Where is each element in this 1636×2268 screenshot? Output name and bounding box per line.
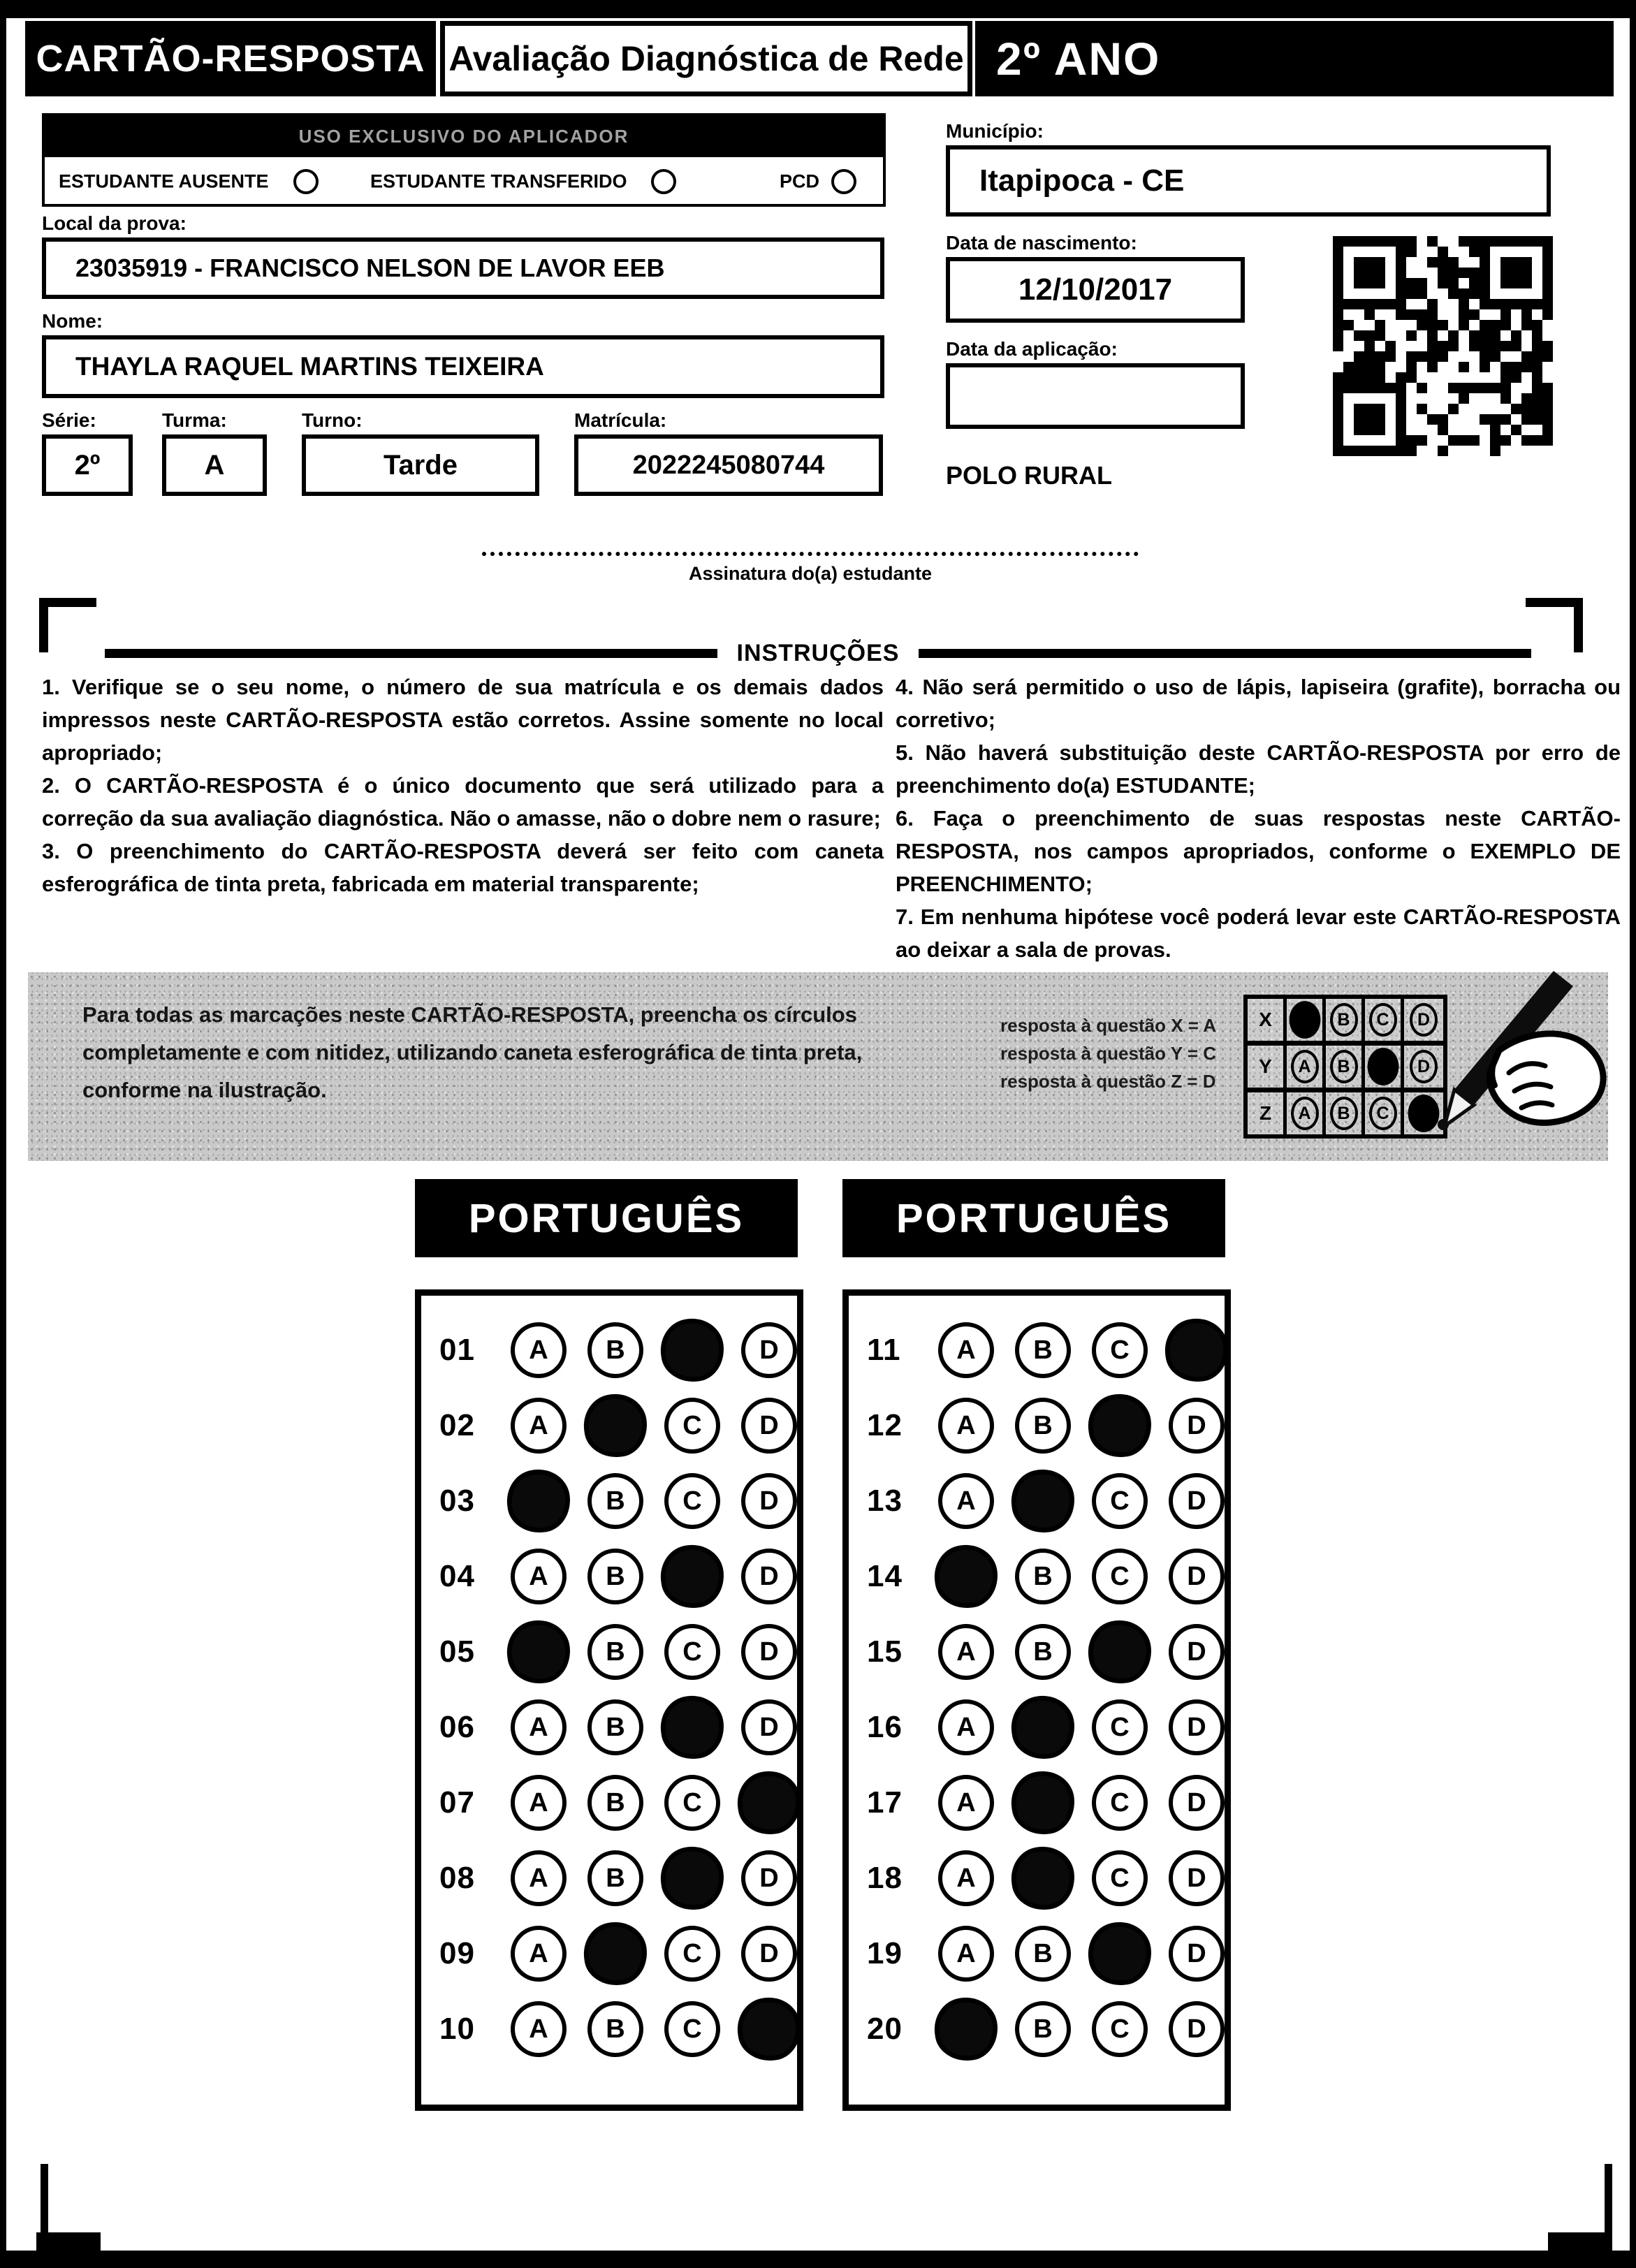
question-number: 15	[867, 1634, 903, 1669]
legend-line: resposta à questão Y = C	[1000, 1043, 1217, 1064]
answer-row	[421, 1388, 797, 1463]
answer-bubble[interactable]: C	[1092, 1699, 1148, 1755]
example-row-label: Z	[1248, 1092, 1287, 1134]
answer-row	[849, 1312, 1225, 1388]
corner-mark-bottom-left	[36, 2232, 101, 2262]
exam-site-label: Local da prova:	[42, 212, 187, 234]
question-number: 07	[439, 1785, 475, 1820]
question-number: 10	[439, 2012, 475, 2046]
corner-mark-top-left	[39, 598, 48, 652]
question-number: 20	[867, 2012, 903, 2046]
answer-row	[421, 1916, 797, 1991]
answer-bubble[interactable]: C	[664, 2001, 720, 2057]
answer-bubble-marked[interactable]	[657, 1542, 728, 1612]
application-date-label: Data da aplicação:	[946, 338, 1118, 360]
corner-mark-top-right	[1574, 598, 1583, 652]
example-cell	[1326, 1046, 1365, 1088]
answer-grid-1	[415, 1289, 803, 2111]
answer-bubble-marked[interactable]	[657, 1843, 728, 1914]
answer-bubble[interactable]: C	[1092, 1775, 1148, 1831]
example-bubble: B	[1330, 1050, 1358, 1083]
answer-bubble[interactable]: C	[664, 1775, 720, 1831]
section-title-portugues-1: PORTUGUÊS	[415, 1179, 798, 1257]
qr-code	[1327, 231, 1559, 462]
answer-bubble[interactable]: C	[1092, 1322, 1148, 1378]
application-date-value	[946, 363, 1245, 429]
answer-row	[849, 1388, 1225, 1463]
answer-bubble-marked[interactable]	[1085, 1919, 1155, 1989]
answer-bubble[interactable]: B	[1015, 2001, 1071, 2057]
answer-row	[849, 1991, 1225, 2067]
answer-bubble-marked[interactable]	[1008, 1466, 1079, 1537]
answer-bubble[interactable]: C	[1092, 2001, 1148, 2057]
question-number: 14	[867, 1559, 903, 1593]
answer-bubble[interactable]: D	[1169, 1775, 1225, 1831]
example-cell	[1287, 999, 1326, 1041]
question-number: 11	[867, 1333, 901, 1367]
enrollment-value: 2022245080744	[574, 434, 883, 496]
answer-bubble[interactable]: C	[664, 1473, 720, 1529]
answer-row	[421, 1463, 797, 1539]
grade-value: 2º	[42, 434, 133, 496]
answer-bubble-marked[interactable]	[734, 1768, 805, 1838]
answer-bubble[interactable]: B	[1015, 1322, 1071, 1378]
answer-bubble[interactable]: B	[587, 1549, 643, 1604]
answer-bubble-marked[interactable]	[1008, 1843, 1079, 1914]
answer-bubble[interactable]: B	[587, 1850, 643, 1906]
answer-row	[421, 1765, 797, 1841]
answer-row	[849, 1539, 1225, 1614]
answer-row	[849, 1765, 1225, 1841]
answer-bubble[interactable]: D	[741, 1624, 797, 1680]
answer-bubble-marked[interactable]	[1085, 1617, 1155, 1688]
answer-bubble[interactable]: C	[1092, 1850, 1148, 1906]
answer-bubble[interactable]: D	[1169, 1473, 1225, 1529]
answer-bubble[interactable]: A	[938, 1624, 994, 1680]
answer-bubble[interactable]: D	[1169, 1699, 1225, 1755]
example-bubble-marked	[1289, 1001, 1320, 1039]
fill-example-text: Para todas as marcações neste CARTÃO-RESPOSTA, preencha os círculos completamente e com nitidez, utilizando caneta esferográfica de tinta preta, conforme na ilustração.	[82, 1002, 863, 1102]
answer-bubble[interactable]: D	[1169, 1398, 1225, 1454]
answer-row	[849, 1463, 1225, 1539]
question-number: 16	[867, 1710, 903, 1744]
question-number: 04	[439, 1559, 475, 1593]
answer-bubble[interactable]: A	[511, 1926, 567, 1982]
example-bubble: B	[1330, 1097, 1358, 1130]
fill-example-box	[28, 972, 1608, 1161]
legend-line: resposta à questão X = A	[1000, 1015, 1216, 1036]
example-cell	[1326, 1092, 1365, 1134]
instructions-title: INSTRUÇÕES	[736, 640, 900, 666]
page-frame-bottom	[0, 2251, 1636, 2268]
card-title: CARTÃO-RESPOSTA	[25, 21, 436, 96]
grade-badge: 2º ANO	[975, 21, 1614, 96]
question-number: 18	[867, 1861, 903, 1895]
example-bubble: A	[1291, 1097, 1319, 1130]
answer-bubble[interactable]: D	[741, 1926, 797, 1982]
student-name-label: Nome:	[42, 310, 103, 332]
answer-bubble[interactable]: A	[511, 1549, 567, 1604]
answer-bubble[interactable]: D	[741, 1473, 797, 1529]
answer-row	[421, 1690, 797, 1765]
municipality-label: Município:	[946, 120, 1044, 142]
question-number: 06	[439, 1710, 475, 1744]
example-bubble: D	[1410, 1050, 1438, 1083]
student-name-value: THAYLA RAQUEL MARTINS TEIXEIRA	[42, 335, 884, 398]
question-number: 09	[439, 1936, 475, 1970]
answer-bubble[interactable]: D	[741, 1699, 797, 1755]
signature-label: Assinatura do(a) estudante	[688, 563, 933, 584]
corner-mark-bottom-left	[41, 2164, 48, 2237]
answer-grid-2	[842, 1289, 1231, 2111]
answer-bubble-marked[interactable]	[1008, 1692, 1079, 1763]
enrollment-label: Matrícula:	[574, 409, 667, 431]
answer-bubble[interactable]: B	[587, 1473, 643, 1529]
instruction-item: 7. Em nenhuma hipótese você poderá levar este CARTÃO-RESPOSTA ao deixar a sala de provas.	[896, 905, 1621, 962]
exam-site-value: 23035919 - FRANCISCO NELSON DE LAVOR EEB	[42, 237, 884, 299]
answer-bubble[interactable]: A	[511, 1398, 567, 1454]
answer-row	[421, 1539, 797, 1614]
answer-bubble[interactable]: D	[741, 1398, 797, 1454]
answer-bubble[interactable]: B	[587, 1699, 643, 1755]
answer-bubble[interactable]: A	[511, 1850, 567, 1906]
example-row-label: Y	[1248, 1046, 1287, 1088]
status-pcd-label: PCD	[780, 170, 820, 192]
answer-bubble[interactable]: A	[511, 1775, 567, 1831]
answer-bubble[interactable]: B	[1015, 1549, 1071, 1604]
answer-bubble[interactable]: B	[587, 2001, 643, 2057]
example-row-label: X	[1248, 999, 1287, 1041]
section-title-portugues-2: PORTUGUÊS	[842, 1179, 1225, 1257]
instruction-item: 2. O CARTÃO-RESPOSTA é o único documento que será utilizado para a correção da sua avaliação diagnóstica. Não o amasse, não o dobre nem o rasure;	[42, 773, 884, 831]
answer-bubble[interactable]: C	[664, 1926, 720, 1982]
question-number: 05	[439, 1634, 475, 1669]
corner-mark-bottom-right	[1605, 2164, 1612, 2237]
answer-bubble[interactable]: A	[938, 1850, 994, 1906]
answer-bubble[interactable]: D	[1169, 1624, 1225, 1680]
question-number: 02	[439, 1408, 475, 1442]
question-number: 08	[439, 1861, 475, 1895]
question-number: 03	[439, 1484, 475, 1518]
answer-bubble[interactable]: B	[1015, 1926, 1071, 1982]
answer-bubble-marked[interactable]	[580, 1919, 651, 1989]
answer-bubble-marked[interactable]	[1162, 1315, 1232, 1386]
instructions-left-column	[42, 671, 884, 900]
answer-bubble[interactable]: A	[938, 1775, 994, 1831]
answer-bubble[interactable]: D	[1169, 1926, 1225, 1982]
legend-line: resposta à questão Z = D	[1000, 1071, 1216, 1092]
answer-bubble[interactable]: A	[511, 1699, 567, 1755]
answer-bubble[interactable]: A	[938, 1699, 994, 1755]
answer-bubble[interactable]: A	[938, 1398, 994, 1454]
student-status-row	[45, 158, 883, 205]
page-frame-right	[1630, 0, 1636, 2268]
instructions-right-column	[896, 671, 1621, 966]
status-transferred-bubble[interactable]	[651, 169, 676, 194]
example-cell	[1287, 1092, 1326, 1134]
question-number: 13	[867, 1484, 903, 1518]
answer-row	[421, 1614, 797, 1690]
signature-line[interactable]	[482, 552, 1139, 556]
status-transferred-label: ESTUDANTE TRANSFERIDO	[370, 170, 627, 192]
answer-row	[421, 1841, 797, 1916]
answer-bubble-marked[interactable]	[504, 1466, 574, 1537]
birthdate-value: 12/10/2017	[946, 257, 1245, 323]
example-bubble: D	[1410, 1003, 1438, 1037]
class-label: Turma:	[162, 409, 227, 431]
polo-rural-label: POLO RURAL	[946, 461, 1112, 490]
answer-bubble[interactable]: B	[587, 1624, 643, 1680]
example-bubble: C	[1369, 1097, 1397, 1130]
birthdate-label: Data de nascimento:	[946, 232, 1137, 254]
answer-row	[849, 1690, 1225, 1765]
class-value: A	[162, 434, 267, 496]
status-absent-label: ESTUDANTE AUSENTE	[59, 170, 269, 192]
answer-row	[421, 1312, 797, 1388]
answer-bubble[interactable]: B	[587, 1775, 643, 1831]
page-frame-top	[0, 0, 1636, 18]
status-absent-bubble[interactable]	[293, 169, 319, 194]
question-number: 01	[439, 1333, 475, 1367]
page-frame-left	[0, 0, 6, 2268]
question-number: 19	[867, 1936, 903, 1970]
answer-bubble[interactable]: C	[664, 1398, 720, 1454]
answer-bubble-marked[interactable]	[504, 1617, 574, 1688]
answer-bubble[interactable]: B	[1015, 1624, 1071, 1680]
answer-bubble[interactable]: B	[587, 1322, 643, 1378]
shift-value: Tarde	[302, 434, 539, 496]
answer-row	[421, 1991, 797, 2067]
answer-bubble-marked[interactable]	[657, 1692, 728, 1763]
answer-bubble[interactable]: A	[511, 1322, 567, 1378]
instruction-item: 4. Não será permitido o uso de lápis, lapiseira (grafite), borracha ou corretivo;	[896, 675, 1621, 732]
answer-bubble[interactable]: C	[1092, 1549, 1148, 1604]
example-bubble: A	[1291, 1050, 1319, 1083]
instructions-header	[105, 640, 1531, 667]
answer-bubble-marked[interactable]	[1085, 1391, 1155, 1461]
example-cell	[1287, 1046, 1326, 1088]
answer-bubble[interactable]: D	[741, 1850, 797, 1906]
answer-bubble[interactable]: D	[741, 1549, 797, 1604]
exam-title: Avaliação Diagnóstica de Rede	[440, 21, 972, 96]
answer-bubble-marked[interactable]	[931, 1542, 1002, 1612]
municipality-value: Itapipoca - CE	[946, 145, 1551, 217]
answer-bubble[interactable]: D	[1169, 1549, 1225, 1604]
instruction-item: 6. Faça o preenchimento de suas respostas neste CARTÃO-RESPOSTA, nos campos apropriados, conforme o EXEMPLO DE PREENCHIMENTO;	[896, 806, 1621, 896]
instruction-item: 1. Verifique se o seu nome, o número de sua matrícula e os demais dados impressos neste CARTÃO-RESPOSTA estão corretos. Assine somente no local apropriado;	[42, 675, 884, 765]
answer-bubble[interactable]: D	[1169, 1850, 1225, 1906]
answer-bubble-marked[interactable]	[657, 1315, 728, 1386]
answer-bubble[interactable]: A	[511, 2001, 567, 2057]
hand-pen-illustration	[1389, 968, 1612, 1161]
answer-bubble[interactable]: A	[938, 1322, 994, 1378]
answer-bubble[interactable]: A	[938, 1473, 994, 1529]
example-bubble: C	[1369, 1003, 1397, 1037]
answer-bubble[interactable]: A	[938, 1926, 994, 1982]
instructions-rule-right	[919, 649, 1531, 658]
answer-bubble-marked[interactable]	[580, 1391, 651, 1461]
answer-bubble[interactable]: D	[1169, 2001, 1225, 2057]
status-pcd-bubble[interactable]	[831, 169, 856, 194]
question-number: 12	[867, 1408, 903, 1442]
applicator-bar-label: USO EXCLUSIVO DO APLICADOR	[44, 115, 884, 157]
answer-bubble[interactable]: D	[741, 1322, 797, 1378]
example-cell	[1326, 999, 1365, 1041]
grade-label: Série:	[42, 409, 96, 431]
answer-bubble-marked[interactable]	[1008, 1768, 1079, 1838]
shift-label: Turno:	[302, 409, 363, 431]
instructions-rule-left	[105, 649, 717, 658]
answer-bubble[interactable]: C	[1092, 1473, 1148, 1529]
answer-bubble-marked[interactable]	[931, 1994, 1002, 2065]
instruction-item: 3. O preenchimento do CARTÃO-RESPOSTA deverá ser feito com caneta esferográfica de tinta preta, fabricada em material transparente;	[42, 839, 884, 896]
answer-row	[849, 1614, 1225, 1690]
answer-bubble-marked[interactable]	[734, 1994, 805, 2065]
example-bubble: B	[1330, 1003, 1358, 1037]
corner-mark-bottom-right	[1548, 2232, 1612, 2262]
answer-row	[849, 1841, 1225, 1916]
instruction-item: 5. Não haverá substituição deste CARTÃO-RESPOSTA por erro de preenchimento do(a) ESTUDANTE;	[896, 740, 1621, 798]
answer-bubble[interactable]: C	[664, 1624, 720, 1680]
applicator-section	[42, 113, 886, 207]
answer-row	[849, 1916, 1225, 1991]
question-number: 17	[867, 1785, 903, 1820]
fill-example-legend	[1000, 1011, 1216, 1095]
answer-bubble[interactable]: B	[1015, 1398, 1071, 1454]
